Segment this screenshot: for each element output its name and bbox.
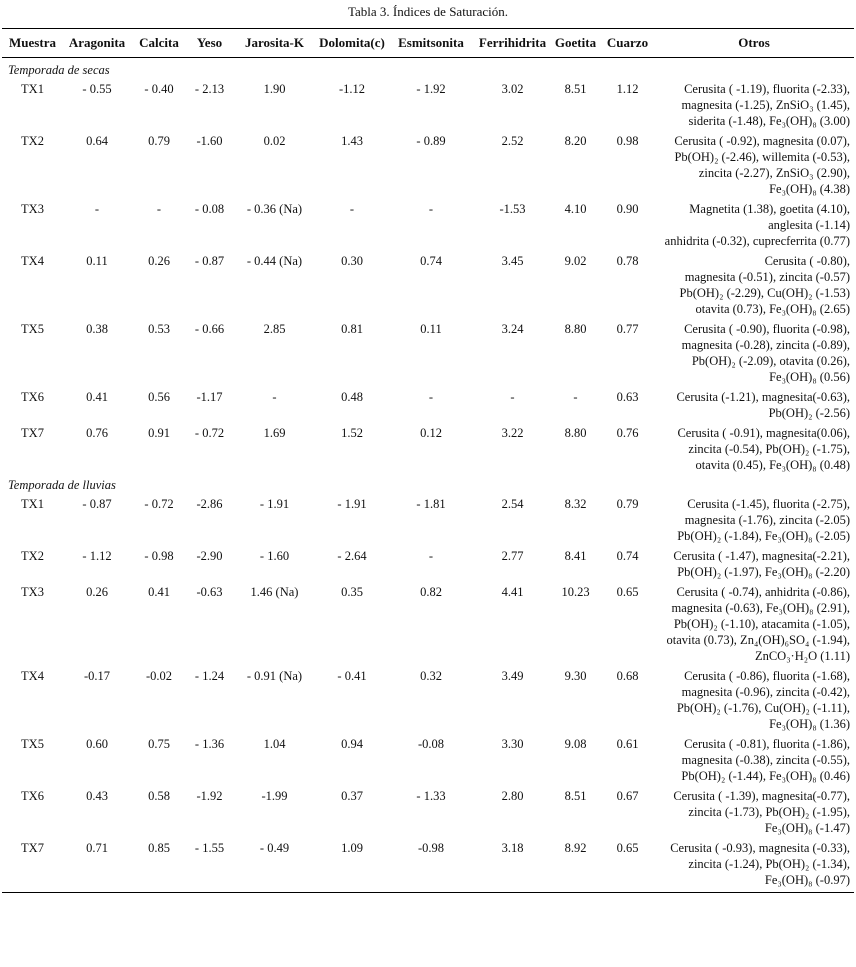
table-cell: -1.92 — [196, 789, 223, 803]
otros-line: Fe₃(OH)₈ (4.38) — [769, 182, 850, 196]
table-cell: 0.85 — [131, 836, 187, 893]
otros-line: otavita (0.73), Zn₄(OH)₆SO₄ (-1.94), — [666, 633, 850, 647]
table-cell: 0.79 — [148, 134, 170, 148]
table-cell: 0.67 — [616, 789, 639, 803]
table-cell: 8.80 — [564, 426, 587, 440]
table-cell: - 1.60 — [259, 549, 290, 563]
table-row — [2, 784, 854, 836]
table-cell: -1.53 — [499, 202, 526, 216]
otros-line: Cerusita ( -1.47), magnesita(-2.21), — [673, 549, 850, 563]
table-cell: - — [510, 390, 515, 404]
table-cell: - 1.81 — [416, 497, 446, 511]
cell-muestra: TX6 — [21, 390, 44, 404]
table-cell: - 1.92 — [416, 82, 446, 96]
table-cell: - 2.64 — [337, 549, 367, 563]
otros-line: Cerusita ( -1.39), magnesita(-0.77), — [673, 789, 850, 803]
table-cell: 2.77 — [501, 549, 524, 563]
otros-line: Fe₃(OH)₈ (1.36) — [769, 717, 850, 731]
table-cell: 0.11 — [420, 322, 442, 336]
otros-line: magnesita (-0.28), zincita (-0.89), — [681, 338, 850, 352]
otros-line: Cerusita (-1.45), fluorita (-2.75), — [687, 497, 850, 511]
otros-line: zincita (-0.54), Pb(OH)₂ (-1.75), — [688, 442, 850, 456]
cell-muestra: TX5 — [21, 737, 44, 751]
table-cell: 0.41 — [148, 585, 170, 599]
table-row — [2, 421, 854, 473]
table-cell: 3.22 — [501, 426, 524, 440]
otros-line: Fe₃(OH)₈ (-0.97) — [764, 873, 850, 887]
table-cell: 1.69 — [263, 426, 286, 440]
cell-otros — [654, 580, 854, 664]
table-cell: 0.76 — [86, 426, 108, 440]
table-cell: - 0.89 — [416, 134, 446, 148]
table-cell: - 0.49 — [232, 836, 317, 893]
table-cell: 8.92 — [550, 836, 601, 893]
table-cell: 0.12 — [420, 426, 442, 440]
header-row — [2, 29, 854, 58]
otros-line: anhidrita (-0.32), cuprecferrita (0.77) — [664, 234, 850, 248]
header-esmitsonita: Esmitsonita — [387, 29, 475, 58]
table-cell: -1.99 — [261, 789, 288, 803]
section-title: Temporada de secas — [8, 63, 110, 77]
cell-muestra: TX2 — [21, 134, 44, 148]
table-cell: 9.30 — [564, 669, 587, 683]
table-cell: 0.58 — [148, 789, 170, 803]
cell-otros — [654, 77, 854, 129]
table-cell: - 0.36 (Na) — [246, 202, 303, 216]
cell-muestra: TX6 — [21, 789, 44, 803]
otros-line: otavita (0.45), Fe₃(OH)₈ (0.48) — [695, 458, 850, 472]
table-cell: 1.43 — [341, 134, 363, 148]
header-yeso: Yeso — [187, 29, 232, 58]
otros-line: anglesita (-1.14) — [768, 218, 850, 232]
header-ferrihidrita: Ferrihidrita — [475, 29, 550, 58]
table-cell: 3.45 — [501, 254, 524, 268]
cell-otros — [654, 421, 854, 473]
otros-line: zincita (-1.24), Pb(OH)₂ (-1.34), — [688, 857, 850, 871]
table-cell: 0.48 — [341, 390, 363, 404]
cell-otros — [654, 385, 854, 421]
otros-line: Cerusita ( -0.91), magnesita(0.06), — [677, 426, 850, 440]
cell-muestra: TX3 — [21, 202, 44, 216]
header-aragonita: Aragonita — [63, 29, 131, 58]
otros-line: ZnCO₃·H₂O (1.11) — [754, 649, 850, 663]
table-cell: 0.32 — [420, 669, 442, 683]
otros-line: Cerusita ( -0.81), fluorita (-1.86), — [684, 737, 850, 751]
table-cell: - 1.55 — [187, 836, 232, 893]
otros-line: Cerusita ( -0.93), magnesita (-0.33), — [670, 841, 850, 855]
table-cell: 0.38 — [86, 322, 108, 336]
otros-line: zincita (-2.27), ZnSiO₃ (2.90), — [698, 166, 850, 180]
cell-muestra: TX1 — [21, 497, 44, 511]
table-cell: 0.41 — [86, 390, 108, 404]
table-cell: - — [349, 202, 355, 216]
header-calcita: Calcita — [131, 29, 187, 58]
table-cell: -0.17 — [83, 669, 111, 683]
table-cell: -1.12 — [338, 82, 366, 96]
table-cell: 8.80 — [564, 322, 587, 336]
table-cell: 0.71 — [63, 836, 131, 893]
otros-line: magnesita (-1.25), ZnSiO₃ (1.45), — [681, 98, 850, 112]
table-cell: - 0.87 — [194, 254, 225, 268]
table-cell: - 0.55 — [82, 82, 112, 96]
table-cell: 4.41 — [501, 585, 524, 599]
cell-muestra: TX2 — [21, 549, 44, 563]
otros-line: Fe₃(OH)₈ (0.56) — [769, 370, 850, 384]
otros-line: magnesita (-0.63), Fe₃(OH)₈ (2.91), — [671, 601, 850, 615]
table-cell: -2.86 — [196, 497, 223, 511]
table-cell: - 1.91 — [259, 497, 290, 511]
table-cell: - 0.40 — [144, 82, 174, 96]
table-caption: Tabla 3. Índices de Saturación. — [347, 4, 509, 19]
table-cell: 2.80 — [501, 789, 524, 803]
table-cell: 1.90 — [263, 82, 286, 96]
table-cell: 0.30 — [341, 254, 363, 268]
table-cell: -0.08 — [417, 737, 445, 751]
table-cell: - — [94, 202, 100, 216]
table-cell: 0.37 — [341, 789, 363, 803]
table-cell: 0.64 — [86, 134, 108, 148]
table-cell: - 0.87 — [82, 497, 112, 511]
table-cell: 0.79 — [616, 497, 639, 511]
cell-otros — [654, 784, 854, 836]
table-cell: 3.49 — [501, 669, 524, 683]
table-cell: - 2.13 — [194, 82, 225, 96]
table-cell: -1.17 — [196, 390, 223, 404]
header-cuarzo: Cuarzo — [601, 29, 654, 58]
otros-line: magnesita (-0.38), zincita (-0.55), — [681, 753, 850, 767]
table-cell: - 1.33 — [416, 789, 446, 803]
table-cell: - 1.36 — [194, 737, 225, 751]
table-cell: 0.53 — [148, 322, 170, 336]
otros-line: Pb(OH)₂ (-2.56) — [768, 406, 850, 420]
otros-line: magnesita (-1.76), zincita (-2.05) — [684, 513, 850, 527]
table-cell: 3.30 — [501, 737, 524, 751]
otros-line: siderita (-1.48), Fe₃(OH)₈ (3.00) — [688, 114, 850, 128]
table-row — [2, 385, 854, 421]
table-cell: 0.98 — [616, 134, 639, 148]
table-cell: - 0.72 — [144, 497, 174, 511]
table-cell: 0.35 — [341, 585, 363, 599]
table-row — [2, 580, 854, 664]
table-cell: 8.51 — [564, 82, 587, 96]
table-cell: -2.90 — [196, 549, 223, 563]
table-cell: 0.11 — [86, 254, 108, 268]
cell-otros — [654, 732, 854, 784]
table-row — [2, 249, 854, 317]
table-cell: 1.09 — [317, 836, 387, 893]
table-row — [2, 317, 854, 385]
table-row — [2, 129, 854, 197]
table-cell: 1.04 — [263, 737, 286, 751]
table-cell: - 0.91 (Na) — [246, 669, 303, 683]
otros-line: Pb(OH)₂ (-1.44), Fe₃(OH)₈ (0.46) — [681, 769, 850, 783]
table-cell: 8.32 — [564, 497, 587, 511]
header-goetita: Goetita — [550, 29, 601, 58]
table-cell: 8.20 — [564, 134, 587, 148]
cell-otros — [654, 197, 854, 249]
table-cell: -0.63 — [196, 585, 223, 599]
cell-muestra: TX3 — [21, 585, 44, 599]
table-cell: - — [428, 202, 434, 216]
otros-line: Cerusita ( -0.90), fluorita (-0.98), — [684, 322, 850, 336]
cell-muestra: TX4 — [21, 254, 44, 268]
cell-otros — [654, 492, 854, 544]
table-cell: 8.41 — [564, 549, 587, 563]
header-muestra: Muestra — [2, 29, 63, 58]
table-cell: 0.75 — [148, 737, 170, 751]
table-cell: -1.60 — [196, 134, 223, 148]
table-cell: 0.56 — [148, 390, 170, 404]
table-cell: 0.74 — [616, 549, 639, 563]
table-cell: - — [156, 202, 162, 216]
header-otros: Otros — [654, 29, 854, 58]
table-cell: 0.60 — [86, 737, 108, 751]
otros-line: zincita (-1.73), Pb(OH)₂ (-1.95), — [688, 805, 850, 819]
cell-muestra: TX5 — [21, 322, 44, 336]
section-title: Temporada de lluvias — [8, 478, 116, 492]
header-dolomita: Dolomita(c) — [317, 29, 387, 58]
table-row — [2, 836, 854, 893]
table-row — [2, 197, 854, 249]
otros-line: Pb(OH)₂ (-2.29), Cu(OH)₂ (-1.53) — [679, 286, 850, 300]
table-cell: 2.52 — [501, 134, 524, 148]
table-row — [2, 492, 854, 544]
table-row — [2, 77, 854, 129]
otros-line: Pb(OH)₂ (-2.09), otavita (0.26), — [691, 354, 850, 368]
table-cell: 0.63 — [616, 390, 639, 404]
table-body — [2, 58, 854, 893]
table-cell: 0.76 — [616, 426, 639, 440]
table-cell: 8.51 — [564, 789, 587, 803]
table-row — [2, 544, 854, 580]
cell-otros — [654, 249, 854, 317]
otros-line: Magnetita (1.38), goetita (4.10), — [689, 202, 850, 216]
table-cell: 9.08 — [564, 737, 587, 751]
table-cell: - 1.12 — [82, 549, 112, 563]
table-cell: 0.81 — [341, 322, 363, 336]
table-cell: 1.46 (Na) — [250, 585, 299, 599]
otros-line: magnesita (-0.51), zincita (-0.57) — [684, 270, 850, 284]
table-cell: 0.02 — [263, 134, 286, 148]
table-cell: - 0.08 — [194, 202, 225, 216]
table-cell: -0.02 — [145, 669, 173, 683]
cell-otros — [654, 664, 854, 732]
table-cell: - 1.24 — [194, 669, 225, 683]
otros-line: Fe₃(OH)₈ (-1.47) — [764, 821, 850, 835]
table-cell: 0.77 — [616, 322, 639, 336]
table-cell: 0.82 — [420, 585, 442, 599]
table-cell: - 0.44 (Na) — [246, 254, 303, 268]
table-cell: 0.65 — [601, 836, 654, 893]
table-cell: 0.65 — [616, 585, 639, 599]
table-cell: - — [272, 390, 277, 404]
table-cell: 9.02 — [564, 254, 587, 268]
otros-line: Cerusita ( -0.86), fluorita (-1.68), — [684, 669, 850, 683]
table-cell: 0.90 — [616, 202, 639, 216]
table-cell: - — [573, 390, 578, 404]
table-cell: - — [428, 390, 434, 404]
header-jarosita: Jarosita-K — [232, 29, 317, 58]
table-row — [2, 664, 854, 732]
otros-line: Pb(OH)₂ (-1.76), Cu(OH)₂ (-1.11), — [676, 701, 850, 715]
section-row — [2, 58, 854, 78]
otros-line: otavita (0.73), Fe₃(OH)₈ (2.65) — [695, 302, 850, 316]
table-cell: 3.24 — [501, 322, 524, 336]
table-cell: - 0.98 — [144, 549, 174, 563]
cell-muestra: TX7 — [2, 836, 63, 893]
table-cell: 3.02 — [501, 82, 524, 96]
otros-line: Cerusita (-1.21), magnesita(-0.63), — [676, 390, 850, 404]
table-cell: 0.68 — [616, 669, 639, 683]
table-cell: 3.18 — [475, 836, 550, 893]
otros-line: Cerusita ( -1.19), fluorita (-2.33), — [684, 82, 850, 96]
table-cell: - — [428, 549, 434, 563]
table-cell: - 1.91 — [337, 497, 367, 511]
table-cell: -0.98 — [387, 836, 475, 893]
cell-muestra: TX4 — [21, 669, 44, 683]
otros-line: Pb(OH)₂ (-1.84), Fe₃(OH)₈ (-2.05) — [677, 529, 850, 543]
table-cell: - 0.72 — [194, 426, 225, 440]
table-cell: 0.91 — [148, 426, 170, 440]
cell-otros — [654, 129, 854, 197]
saturation-table — [2, 28, 854, 893]
table-cell: - 0.41 — [337, 669, 367, 683]
table-cell: 0.94 — [341, 737, 363, 751]
cell-otros — [654, 544, 854, 580]
section-row — [2, 473, 854, 492]
table-cell: - 0.66 — [194, 322, 225, 336]
table-row — [2, 732, 854, 784]
otros-line: Cerusita ( -0.80), — [764, 254, 850, 268]
table-cell: 0.78 — [616, 254, 639, 268]
otros-line: magnesita (-0.96), zincita (-0.42), — [681, 685, 850, 699]
otros-line: Pb(OH)₂ (-1.10), atacamita (-1.05), — [673, 617, 850, 631]
table-cell: 0.61 — [616, 737, 639, 751]
table-cell: 2.85 — [263, 322, 286, 336]
table-cell: 0.26 — [148, 254, 170, 268]
otros-line: Pb(OH)₂ (-1.97), Fe₃(OH)₈ (-2.20) — [677, 565, 850, 579]
cell-otros — [654, 836, 854, 893]
table-cell: 0.43 — [86, 789, 108, 803]
table-cell: 1.12 — [616, 82, 639, 96]
otros-line: Cerusita ( -0.74), anhidrita (-0.86), — [676, 585, 850, 599]
table-cell: 0.26 — [86, 585, 108, 599]
cell-otros — [654, 317, 854, 385]
table-cell: 1.52 — [341, 426, 363, 440]
table-cell: 2.54 — [501, 497, 524, 511]
otros-line: Cerusita ( -0.92), magnesita (0.07), — [674, 134, 850, 148]
cell-muestra: TX1 — [21, 82, 44, 96]
table-cell: 4.10 — [564, 202, 587, 216]
table-cell: 10.23 — [561, 585, 590, 599]
cell-muestra: TX7 — [21, 426, 44, 440]
otros-line: Pb(OH)₂ (-2.46), willemita (-0.53), — [674, 150, 850, 164]
table-cell: 0.74 — [420, 254, 442, 268]
